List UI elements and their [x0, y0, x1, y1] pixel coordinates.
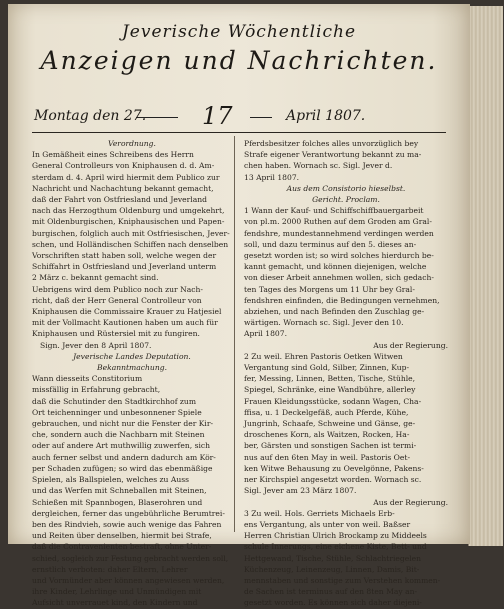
- text-line: Spiegel, Schränke, eine Wandbühre, allerley: [244, 385, 416, 395]
- text-line: ber, Gärsten und sonstigen Sachen ist termi-: [244, 441, 417, 451]
- left-heading-bekanntmachung: Bekanntmachung.: [97, 363, 167, 373]
- text-line: fer, Messing, Linnen, Betten, Tische, Stühle,: [244, 374, 416, 384]
- right-body-intro: [244, 138, 448, 183]
- text-line: dergleichen, ferner das ungebührliche Berumtrei-: [32, 508, 225, 518]
- text-line: Schießen mit Spannbogen, Blaserohren und: [32, 497, 203, 507]
- text-line: gesetzt worden. Es können sich daher diejeni-: [244, 598, 422, 608]
- text-line: oder auf andere Art muthwillig zuwerfen, sich: [32, 441, 211, 451]
- right-heading-consistorio: Aus dem Consistorio hieselbst.: [286, 183, 406, 193]
- text-line: Kniphausen die Commissaire Krauer zu Hatjesiel: [32, 307, 222, 317]
- text-line: fendshren einfinden, die Bedingungen vernehmen,: [244, 295, 440, 305]
- text-line: kannt gemacht, und können diejenigen, welche: [244, 262, 427, 272]
- text-line: ner Kirchspiel angesetzt worden. Wornach sc.: [244, 475, 422, 485]
- left-body-verordnung: [32, 149, 232, 339]
- text-line: schule Innerungs, eine eichene Kiste, Bett- und: [244, 542, 427, 552]
- column-divider: [234, 136, 235, 532]
- text-line: Hettgewand, Tische, Stühle, Schlachtriegelen: [244, 553, 422, 563]
- right-column: [244, 138, 448, 609]
- text-line: Jungrinh, Schaafe, Schweine und Gänse, ge-: [244, 419, 416, 429]
- text-line: Ort teichenninger und unbesonnener Spiele: [32, 407, 202, 417]
- text-line: auch ferner selbst und andern dadurch am Kör-: [32, 452, 216, 462]
- text-line: und Reiten über denselben, hiermit bei Strafe,: [32, 531, 212, 541]
- right-sign3: Aus der Regierung.: [373, 497, 448, 507]
- text-line: Strafe eigener Verantwortung bekannt zu ma-: [244, 150, 422, 160]
- text-line: Pferdsbesitzer folches alles unvorzüglich bey: [244, 139, 419, 148]
- text-line: ben des Rindvieh, sowie auch wenige das Fahren: [32, 519, 222, 529]
- text-line: sterdam d. 4. April wird hiermit dem Publico zur: [32, 172, 220, 182]
- text-line: ten Tages des Morgens um 11 Uhr bey Gral-: [244, 284, 415, 294]
- text-line: gebrauchen, und nicht nur die Fenster der Kir-: [32, 419, 214, 429]
- text-line: schied, sogleich zur Festung gebracht werden soll,: [32, 553, 229, 563]
- text-line: 13 April 1807.: [244, 172, 300, 182]
- right-body-proclam-3: [244, 508, 448, 609]
- text-line: daß die Schutinder den Stadtkirchhof zum: [32, 396, 197, 406]
- text-line: Frauen Kleidungsstücke, sodann Wagen, Cha-: [244, 396, 422, 406]
- left-body-bekanntmachung: [32, 373, 232, 608]
- text-line: Spielen, als Ballspielen, welches zu Auss: [32, 475, 190, 485]
- text-line: nus auf den 6ten May in weil. Pastoris Oet-: [244, 452, 411, 462]
- text-line: ihre Kinder, Lehrlinge und Unmündigen mit: [32, 587, 202, 597]
- text-line: mit der Vollmacht Kautionen haben um auch für: [32, 318, 218, 328]
- dateline: [34, 104, 444, 128]
- header-rule: [32, 132, 446, 133]
- text-line: ens Vergantung, als unter von weil. Baßser: [244, 519, 411, 529]
- text-line: Kniphausen und Rüstersiel mit zu fungiren.: [32, 329, 200, 339]
- right-body-proclam-1: [244, 205, 448, 339]
- text-line: mennstaben und sonstige zum Verstehen kommen-: [244, 575, 441, 585]
- text-line: ernstlich verboten: daher Eltern, Lehrer: [32, 564, 188, 574]
- dateline-dash-right: [250, 117, 272, 118]
- text-line: Aufsicht unverrauet kind, den Kindern und: [32, 598, 198, 608]
- text-line: de Sachen ist terminus auf den 8ten May an-: [244, 587, 418, 597]
- left-sign1: Sign. Jever den 8 April 1807.: [40, 340, 152, 350]
- text-line: schen, und Holländischen Schiffen nach denselben: [32, 239, 229, 249]
- text-line: burgischen, folglich auch mit Ostfriesischen, Jever-: [32, 228, 230, 238]
- text-line: Uebrigens wird dem Publico noch zur Nach-: [32, 284, 203, 294]
- left-heading-verordnung: Verordnung.: [108, 139, 156, 148]
- text-line: nach das Herzogthum Oldenburg und umgekehrt,: [32, 206, 225, 216]
- text-line: 1 Wann der Kauf- und Schiffschiffbauergarbeit: [244, 206, 424, 216]
- text-line: und das Werfen mit Schneballen mit Steinen,: [32, 486, 207, 496]
- text-line: daß der Fahrt von Ostfriesland und Jeverland: [32, 195, 207, 205]
- text-line: droschenes Korn, als Waitzen, Rocken, Ha-: [244, 430, 410, 440]
- text-line: wärtigen. Wornach sc. Sigl. Jever den 10.: [244, 318, 404, 328]
- dateline-dash-left: [136, 117, 178, 118]
- masthead: [8, 22, 470, 75]
- text-line: Nachricht und Nachachtung bekannt gemacht,: [32, 183, 214, 193]
- text-line: richt, daß der Herr General Controlleur von: [32, 295, 202, 305]
- text-line: soll, und dazu terminus auf den 5. dieses an-: [244, 239, 417, 249]
- dateline-month-year: April 1807.: [286, 108, 366, 124]
- issue-number: 17: [202, 102, 233, 130]
- right-body-proclam-2: [244, 351, 448, 497]
- text-line: abziehen, und nach Befinden den Zuschlag ge-: [244, 307, 425, 317]
- text-line: gesetzt worden ist; so wird solches hierdurch be-: [244, 251, 434, 261]
- text-line: 3 Zu weil. Hols. Gerriets Michaels Erb-: [244, 508, 395, 518]
- masthead-title-line2: Anzeigen und Nachrichten.: [40, 46, 438, 75]
- right-sign2: Aus der Regierung.: [373, 340, 448, 350]
- text-line: fendshre, mundestannehmend verdingen werden: [244, 228, 434, 238]
- text-line: Herren Christian Ulrich Brockamp zu Middeels: [244, 531, 427, 541]
- text-line: General Controlleurs von Kniphausen d. d. Am-: [32, 161, 215, 171]
- right-heading-proclam: Gericht. Proclam.: [312, 195, 380, 205]
- text-line: Vergantung sind Gold, Silber, Zinnen, Kup-: [244, 363, 410, 373]
- text-line: und Vormünder aber können angewiesen werden,: [32, 575, 225, 585]
- text-line: 2 März c. bekannt gemacht sind.: [32, 273, 159, 283]
- text-line: mit Oldenburgischen, Kniphausischen und Papen-: [32, 217, 225, 227]
- text-line: missfällig in Erfahrung gebracht,: [32, 385, 161, 395]
- text-line: Schiffahrt in Ostfriesland und Jeverland unterm: [32, 262, 217, 272]
- text-line: Vorschriften statt haben soll, welche wegen der: [32, 251, 217, 261]
- left-sign1-body: Jeverische Landes Deputation.: [73, 351, 191, 361]
- book-page-edges: [468, 6, 503, 546]
- masthead-title-line1: Jeverische Wöchentliche: [121, 22, 357, 42]
- text-line: April 1807.: [244, 329, 287, 339]
- text-line: von pl.m. 2000 Ruthen auf dem Groden am Gral-: [244, 217, 432, 227]
- text-line: per Schaden zufügen; so wird das ebenmäßige: [32, 463, 213, 473]
- text-line: Küchenzeug, Leinenzeug, Linnen, Damis, Bit-: [244, 564, 420, 574]
- text-line: ffisa, u. 1 Deckelgefäß, auch Pferde, Kühe,: [244, 407, 409, 417]
- left-column: [32, 138, 232, 609]
- text-line: Wann diesseits Constitorium: [32, 374, 143, 384]
- text-line: von dieser Arbeit annehmen wollen, sich gedach-: [244, 273, 434, 283]
- text-line: 2 Zu weil. Ehren Pastoris Oetken Witwen: [244, 351, 403, 361]
- dateline-day: Montag den 27.: [34, 108, 147, 124]
- text-line: In Gemäßheit eines Schreibens des Herrn: [32, 150, 194, 160]
- text-line: Sigl. Jever am 23 März 1807.: [244, 486, 357, 496]
- text-line: daß die Contravenienten bestraft, ohne Unter-: [32, 542, 212, 552]
- newspaper-page: [8, 4, 470, 608]
- text-line: che, sondern auch die Nachbarn mit Steinen: [32, 430, 205, 440]
- text-line: ken Witwe Behausung zu Oevelgönne, Pakens-: [244, 463, 424, 473]
- text-line: chen haben. Wornach sc. Sigl. Jever d.: [244, 161, 393, 171]
